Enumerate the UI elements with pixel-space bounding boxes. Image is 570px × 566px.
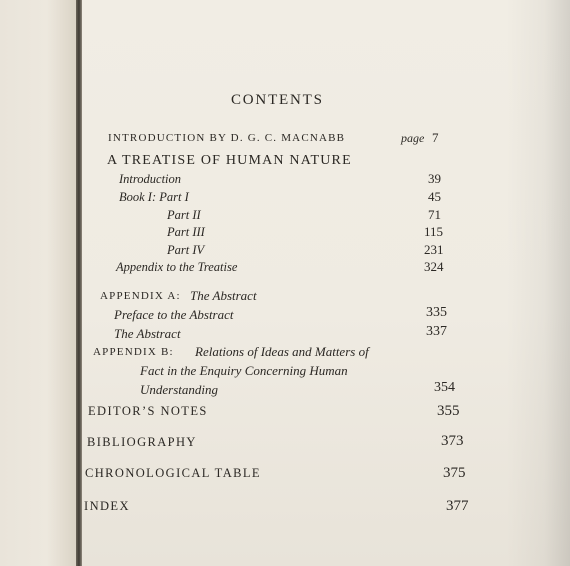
appendix-a-prefix: APPENDIX A: — [100, 290, 181, 302]
preface-to-abstract-page: 335 — [426, 305, 447, 320]
right-page — [82, 0, 570, 566]
part4-page: 231 — [424, 242, 444, 257]
editors-notes-label: EDITOR’S NOTES — [88, 404, 208, 418]
index-page: 377 — [446, 498, 469, 514]
book1-part1: Book I: Part I — [119, 190, 189, 204]
appendix-b-title-line3: Understanding — [140, 382, 218, 397]
book1-part1-page: 45 — [428, 189, 441, 204]
appendix-a-title: The Abstract — [190, 288, 257, 303]
appendix-to-treatise-page: 324 — [424, 259, 444, 274]
bibliography-label: BIBLIOGRAPHY — [87, 435, 197, 449]
contents-heading: CONTENTS — [231, 92, 324, 108]
appendix-b-title-line1: Relations of Ideas and Matters of — [195, 344, 369, 359]
the-abstract-page: 337 — [426, 324, 447, 339]
page-shadow — [506, 0, 570, 566]
preface-to-abstract: Preface to the Abstract — [114, 307, 234, 322]
part4: Part IV — [167, 243, 205, 257]
index-label: INDEX — [84, 499, 130, 513]
the-abstract: The Abstract — [114, 326, 181, 341]
treatise-introduction-page: 39 — [428, 171, 441, 186]
intro-page-word: page — [401, 131, 425, 145]
appendix-b-prefix: APPENDIX B: — [93, 346, 174, 358]
appendix-b-page: 354 — [434, 380, 455, 395]
bibliography-page: 373 — [441, 433, 464, 449]
part2-page: 71 — [428, 207, 441, 222]
treatise-title: A TREATISE OF HUMAN NATURE — [107, 153, 352, 168]
chronological-page: 375 — [443, 465, 466, 481]
left-page — [0, 0, 78, 566]
intro-page: 7 — [432, 130, 439, 145]
chronological-label: CHRONOLOGICAL TABLE — [85, 466, 261, 480]
appendix-to-treatise: Appendix to the Treatise — [116, 260, 238, 274]
intro-label: INTRODUCTION BY D. G. C. MACNABB — [108, 132, 346, 144]
part2: Part II — [167, 208, 201, 222]
editors-notes-page: 355 — [437, 403, 460, 419]
appendix-b-title-line2: Fact in the Enquiry Concerning Human — [140, 363, 348, 378]
part3: Part III — [167, 225, 205, 239]
treatise-introduction: Introduction — [119, 172, 182, 186]
part3-page: 115 — [424, 224, 444, 239]
